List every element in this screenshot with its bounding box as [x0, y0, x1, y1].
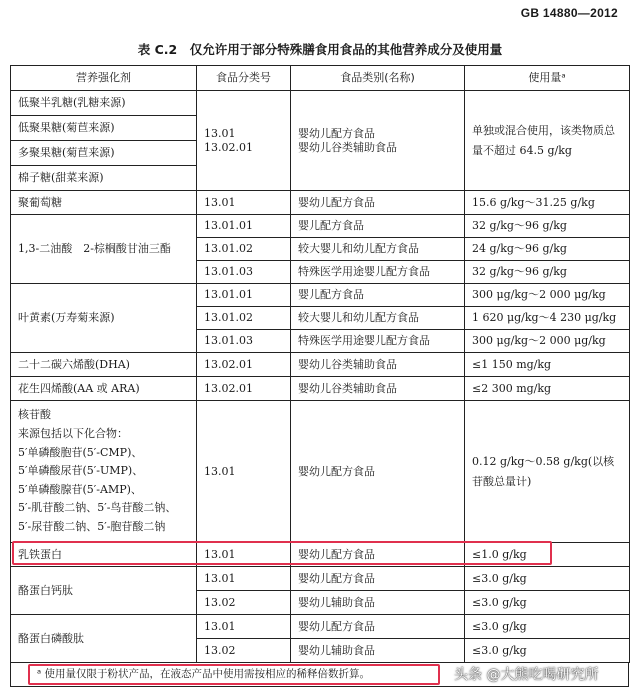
code-cell: 13.01 [197, 543, 291, 567]
code-cell: 13.01.02 [197, 238, 291, 261]
category-cell: 婴幼儿配方食品 [291, 401, 465, 543]
category-cell: 婴幼儿配方食品 [291, 191, 465, 215]
amount-cell: 300 μg/kg～2 000 μg/kg [465, 330, 630, 353]
code-cell: 13.01 [197, 401, 291, 543]
category-cell: 特殊医学用途婴儿配方食品 [291, 330, 465, 353]
category-cell: 婴幼儿配方食品 [291, 567, 465, 591]
nutrient-cell: 多聚果糖(菊苣来源) [11, 141, 197, 166]
category-cell: 婴幼儿配方食品 [291, 543, 465, 567]
nutrient-cell: 聚葡萄糖 [11, 191, 197, 215]
table-row [11, 567, 630, 591]
code-cell: 13.01.03 [197, 330, 291, 353]
category-cell: 婴幼儿配方食品 [291, 615, 465, 639]
nutrient-table [10, 65, 630, 663]
table-row [11, 401, 630, 543]
table-row [11, 543, 630, 567]
standard-code: GB 14880—2012 [520, 6, 618, 20]
table-row [11, 615, 630, 639]
code-cell: 13.01.01 [197, 284, 291, 307]
amount-cell: ≤2 300 mg/kg [465, 377, 630, 401]
table-row [11, 284, 630, 307]
amount-cell: 15.6 g/kg～31.25 g/kg [465, 191, 630, 215]
amount-cell: 单独或混合使用，该类物质总量不超过 64.5 g/kg [465, 91, 630, 191]
category-cell: 婴儿配方食品 [291, 215, 465, 238]
table-footnote: ᵃ 使用量仅限于粉状产品，在液态产品中使用需按相应的稀释倍数折算。 [10, 663, 629, 687]
table-row [11, 377, 630, 401]
amount-cell: ≤1.0 g/kg [465, 543, 630, 567]
table-row [11, 191, 630, 215]
code-cell: 13.02.01 [197, 377, 291, 401]
amount-cell: 300 μg/kg～2 000 μg/kg [465, 284, 630, 307]
table-header-row [11, 66, 630, 91]
amount-cell: 32 g/kg～96 g/kg [465, 215, 630, 238]
amount-cell: 24 g/kg～96 g/kg [465, 238, 630, 261]
nutrient-cell: 叶黄素(万寿菊来源) [11, 284, 197, 353]
amount-cell: ≤3.0 g/kg [465, 567, 630, 591]
code-cell: 13.01.03 [197, 261, 291, 284]
amount-cell: ≤3.0 g/kg [465, 639, 630, 663]
code-cell: 13.01.02 [197, 307, 291, 330]
nutrient-cell: 核苷酸 来源包括以下化合物： 5′单磷酸胞苷(5′-CMP)、 5′单磷酸尿苷(5′-UMP)、 5′单磷酸腺苷(5′-AMP)、 5′-肌苷酸二钠、5′-鸟苷酸二钠、 5′-尿苷酸二钠、5′-胞苷酸二钠 [11, 401, 197, 543]
code-cell: 13.01 [197, 191, 291, 215]
amount-cell: 0.12 g/kg～0.58 g/kg(以核苷酸总量计) [465, 401, 630, 543]
code-cell: 13.02 [197, 591, 291, 615]
amount-cell: 1 620 μg/kg～4 230 μg/kg [465, 307, 630, 330]
amount-cell: ≤3.0 g/kg [465, 591, 630, 615]
nutrient-cell: 棉子糖(甜菜来源) [11, 166, 197, 191]
category-cell: 婴幼儿谷类辅助食品 [291, 377, 465, 401]
amount-cell: 32 g/kg～96 g/kg [465, 261, 630, 284]
header-category: 食品类别(名称) [291, 66, 465, 91]
nutrient-cell: 低聚果糖(菊苣来源) [11, 116, 197, 141]
code-cell: 13.02.01 [197, 353, 291, 377]
code-cell: 13.01.01 [197, 215, 291, 238]
nutrient-cell: 乳铁蛋白 [11, 543, 197, 567]
category-cell: 婴儿配方食品 [291, 284, 465, 307]
category-cell: 婴幼儿辅助食品 [291, 591, 465, 615]
code-cell: 13.02 [197, 639, 291, 663]
nutrient-cell: 低聚半乳糖(乳糖来源) [11, 91, 197, 116]
table-row [11, 215, 630, 238]
code-cell: 13.01 [197, 615, 291, 639]
table-row [11, 91, 630, 116]
header-nutrient: 营养强化剂 [11, 66, 197, 91]
nutrient-cell: 酪蛋白磷酸肽 [11, 615, 197, 663]
watermark: 头条 @大熊吃喝研究所 [454, 667, 599, 683]
category-cell: 婴幼儿谷类辅助食品 [291, 353, 465, 377]
category-cell: 婴幼儿配方食品 婴幼儿谷类辅助食品 [291, 91, 465, 191]
nutrient-cell: 酪蛋白钙肽 [11, 567, 197, 615]
amount-cell: ≤3.0 g/kg [465, 615, 630, 639]
code-cell: 13.01 [197, 567, 291, 591]
category-cell: 较大婴儿和幼儿配方食品 [291, 307, 465, 330]
category-cell: 婴幼儿辅助食品 [291, 639, 465, 663]
nutrient-cell: 二十二碳六烯酸(DHA) [11, 353, 197, 377]
nutrient-cell: 1,3-二油酸 2-棕榈酸甘油三酯 [11, 215, 197, 284]
table-title: 表 C.2 仅允许用于部分特殊膳食用食品的其他营养成分及使用量 [137, 42, 503, 57]
category-cell: 特殊医学用途婴儿配方食品 [291, 261, 465, 284]
code-cell: 13.01 13.02.01 [197, 91, 291, 191]
header-code: 食品分类号 [197, 66, 291, 91]
amount-cell: ≤1 150 mg/kg [465, 353, 630, 377]
header-amount: 使用量ᵃ [465, 66, 630, 91]
nutrient-cell: 花生四烯酸(AA 或 ARA) [11, 377, 197, 401]
table-row [11, 353, 630, 377]
category-cell: 较大婴儿和幼儿配方食品 [291, 238, 465, 261]
